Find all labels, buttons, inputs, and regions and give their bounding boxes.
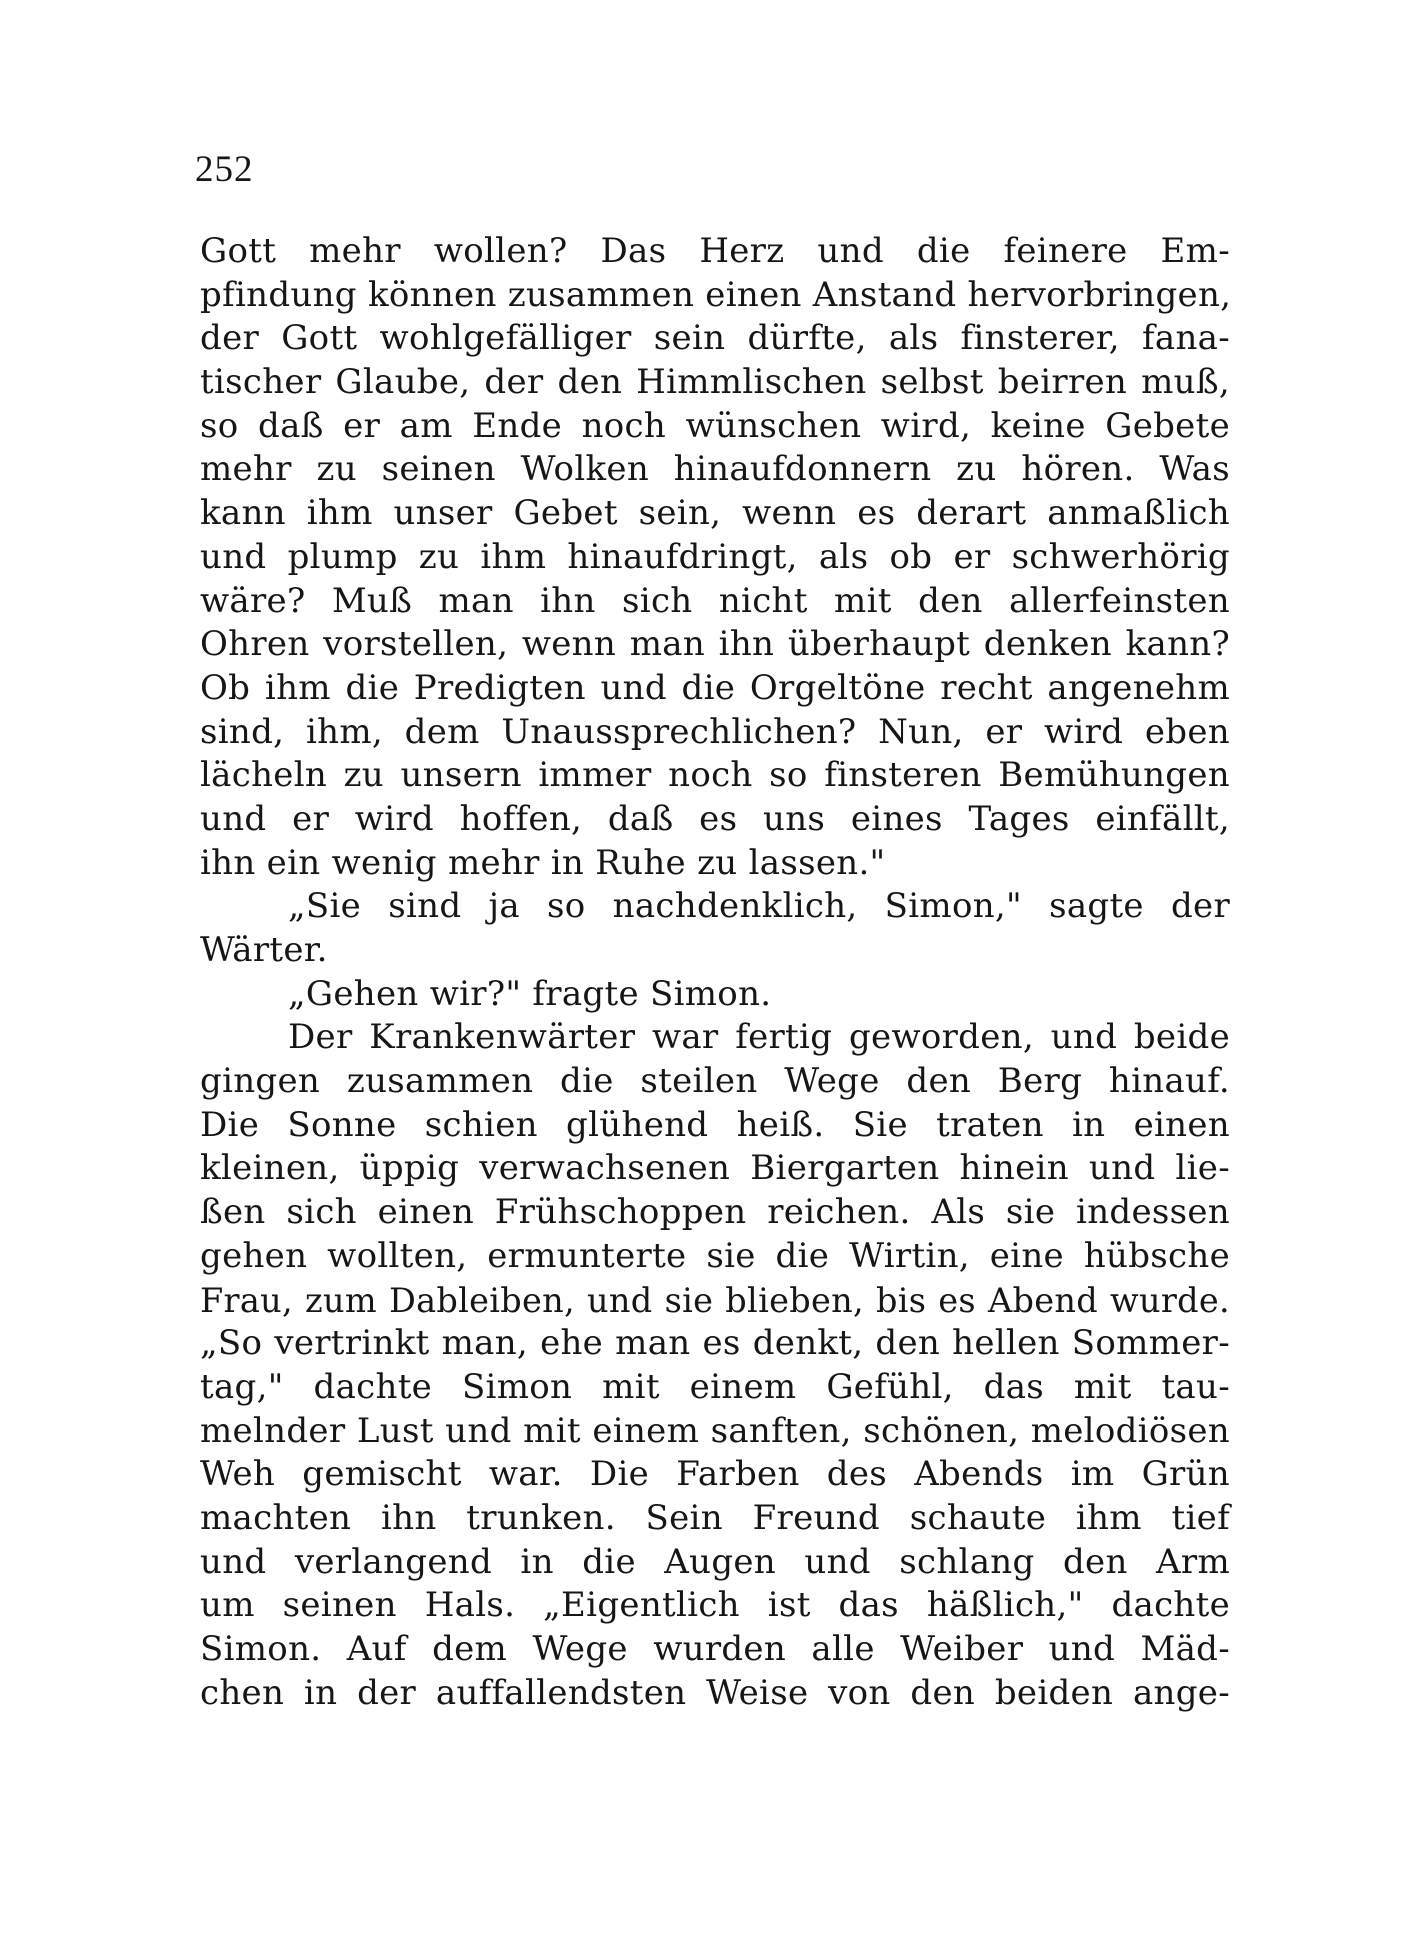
text-line: „Sie sind ja so nachdenklich, Simon," sagte der — [288, 886, 1230, 927]
text-line: um seinen Hals. „Eigentlich ist das häßlich," dachte — [200, 1585, 1230, 1626]
text-line: so daß er am Ende noch wünschen wird, keine Gebete — [200, 405, 1230, 446]
text-line: ßen sich einen Frühschoppen reichen. Als sie indessen — [200, 1192, 1230, 1233]
text-line: Frau, zum Dableiben, und sie blieben, bis es Abend wurde. — [200, 1280, 1230, 1320]
text-line: wäre? Muß man ihn sich nicht mit den allerfeinsten — [200, 580, 1230, 621]
text-line: kleinen, üppig verwachsenen Biergarten hinein und lie- — [200, 1148, 1230, 1189]
text-line: „So vertrinkt man, ehe man es denkt, den hellen Sommer- — [200, 1323, 1230, 1364]
text-line: Weh gemischt war. Die Farben des Abends im Grün — [200, 1454, 1230, 1495]
page-number: 252 — [195, 149, 254, 190]
text-line: lächeln zu unsern immer noch so finsteren Bemühungen — [200, 755, 1230, 796]
text-line: Der Krankenwärter war fertig geworden, und beide — [288, 1017, 1230, 1058]
text-line: tischer Glaube, der den Himmlischen selbst beirren muß, — [200, 362, 1230, 403]
text-line: und verlangend in die Augen und schlang den Arm — [200, 1541, 1230, 1582]
text-line: Wärter. — [200, 930, 328, 970]
text-line: Ob ihm die Predigten und die Orgeltöne recht angenehm — [200, 667, 1230, 708]
text-line: und plump zu ihm hinaufdringt, als ob er schwerhörig — [200, 536, 1230, 577]
text-line: ihn ein wenig mehr in Ruhe zu lassen." — [200, 842, 886, 883]
text-line: kann ihm unser Gebet sein, wenn es derart anmaßlich — [200, 493, 1230, 534]
text-line: gingen zusammen die steilen Wege den Berg hinauf. — [200, 1061, 1230, 1102]
text-line: Die Sonne schien glühend heiß. Sie traten in einen — [200, 1104, 1230, 1145]
text-line: mehr zu seinen Wolken hinaufdonnern zu hören. Was — [200, 449, 1230, 490]
text-line: melnder Lust und mit einem sanften, schönen, melodiösen — [200, 1410, 1230, 1451]
body-text — [200, 230, 1230, 1715]
text-line: und er wird hoffen, daß es uns eines Tages einfällt, — [200, 798, 1230, 839]
text-line: pfindung können zusammen einen Anstand hervorbringen, — [200, 274, 1232, 315]
text-line: sind, ihm, dem Unaussprechlichen? Nun, er wird eben — [200, 711, 1230, 752]
text-line: der Gott wohlgefälliger sein dürfte, als finsterer, fana- — [200, 318, 1230, 359]
text-line: gehen wollten, ermunterte sie die Wirtin, eine hübsche — [200, 1235, 1230, 1276]
text-line: machten ihn trunken. Sein Freund schaute ihm tief — [200, 1497, 1230, 1538]
text-line: „Gehen wir?" fragte Simon. — [288, 973, 772, 1014]
text-line: tag," dachte Simon mit einem Gefühl, das mit tau- — [200, 1366, 1230, 1407]
text-line: chen in der auffallendsten Weise von den beiden ange- — [200, 1672, 1230, 1713]
text-line: Ohren vorstellen, wenn man ihn überhaupt denken kann? — [200, 624, 1230, 665]
text-line: Simon. Auf dem Wege wurden alle Weiber und Mäd- — [200, 1629, 1230, 1669]
text-line: Gott mehr wollen? Das Herz und die feinere Em- — [200, 231, 1230, 271]
